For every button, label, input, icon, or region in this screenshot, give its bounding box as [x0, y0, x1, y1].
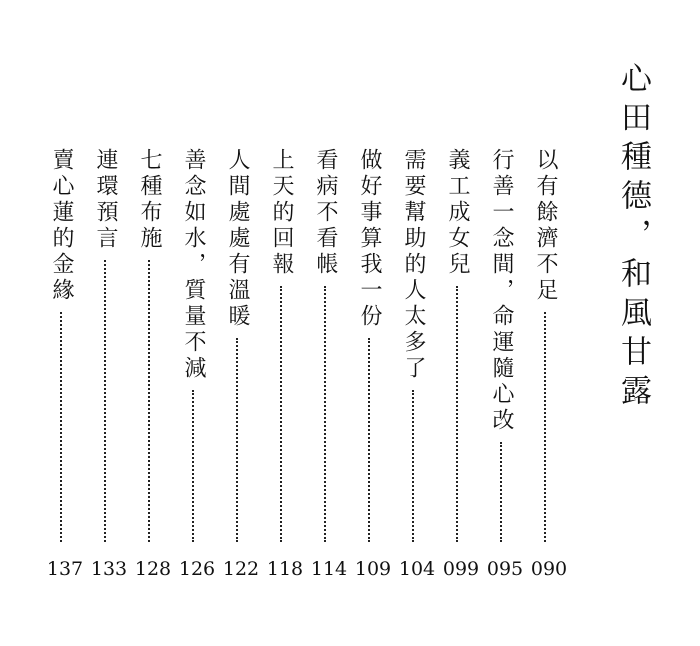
- toc-title: 義工成女兒: [445, 148, 470, 278]
- toc-title: 需要幫助的人太多了: [401, 148, 426, 382]
- dot-leader: [500, 442, 502, 542]
- dot-leader: [544, 312, 546, 542]
- toc-entry[interactable]: [486, 148, 524, 580]
- toc-title: 善念如水，質量不減: [181, 148, 206, 382]
- toc-title: 上天的回報: [269, 148, 294, 278]
- dot-leader: [104, 260, 106, 542]
- toc-entry[interactable]: [46, 148, 84, 580]
- dot-leader: [324, 286, 326, 542]
- dot-leader: [456, 286, 458, 542]
- toc-page-number: 090: [530, 558, 568, 580]
- toc-entry[interactable]: [310, 148, 348, 580]
- toc-page-number: 137: [46, 558, 84, 580]
- dot-leader: [236, 338, 238, 542]
- toc-page-number: 122: [222, 558, 260, 580]
- toc-page-number: 109: [354, 558, 392, 580]
- toc-title: 人間處處有溫暖: [225, 148, 250, 330]
- toc-page-number: 118: [266, 558, 304, 580]
- dot-leader: [412, 390, 414, 542]
- toc-title: 連環預言: [93, 148, 118, 252]
- toc-page-number: 104: [398, 558, 436, 580]
- toc-entry[interactable]: [354, 148, 392, 580]
- dot-leader: [192, 390, 194, 542]
- section-title: 心田種德，和風甘露: [615, 62, 651, 413]
- toc-page-number: 133: [90, 558, 128, 580]
- toc-title: 賣心蓮的金緣: [49, 148, 74, 304]
- toc-entry[interactable]: [442, 148, 480, 580]
- toc-page-number: 126: [178, 558, 216, 580]
- toc-page-number: 095: [486, 558, 524, 580]
- toc-page-number: 128: [134, 558, 172, 580]
- dot-leader: [60, 312, 62, 542]
- toc-title: 做好事算我一份: [357, 148, 382, 330]
- dot-leader: [148, 260, 150, 542]
- toc-title: 行善一念間，命運隨心改: [489, 148, 514, 434]
- toc-entry[interactable]: [266, 148, 304, 580]
- toc-page-number: 114: [310, 558, 348, 580]
- toc-entry[interactable]: [134, 148, 172, 580]
- toc-title: 以有餘濟不足: [533, 148, 558, 304]
- toc-title: 看病不看帳: [313, 148, 338, 278]
- toc-entry[interactable]: [530, 148, 568, 580]
- toc-entry[interactable]: [398, 148, 436, 580]
- dot-leader: [368, 338, 370, 542]
- toc-page-number: 099: [442, 558, 480, 580]
- dot-leader: [280, 286, 282, 542]
- toc-entry[interactable]: [90, 148, 128, 580]
- toc-entry[interactable]: [222, 148, 260, 580]
- toc-title: 七種布施: [137, 148, 162, 252]
- toc-entry[interactable]: [178, 148, 216, 580]
